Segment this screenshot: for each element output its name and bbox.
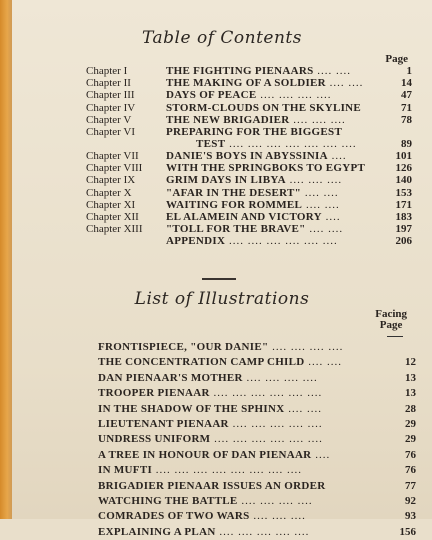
illustration-row xyxy=(98,463,416,478)
chapter-number: Chapter VIII xyxy=(86,162,143,175)
illustration-page: 12 xyxy=(405,356,416,369)
illustration-row xyxy=(98,432,416,447)
list-of-illustrations-heading: List of Illustrations xyxy=(134,289,310,309)
contents-list xyxy=(86,65,412,247)
contents-row xyxy=(86,150,412,162)
illustration-title: A TREE IN HONOUR OF DAN PIENAAR .... xyxy=(98,448,331,461)
illustration-row xyxy=(98,340,416,355)
contents-row xyxy=(86,199,412,211)
illustration-title: WATCHING THE BATTLE .... .... .... .... xyxy=(98,494,313,507)
chapter-page: 197 xyxy=(395,223,412,236)
chapter-number: Chapter V xyxy=(86,113,132,126)
chapter-number: Chapter III xyxy=(86,89,135,102)
illustration-row xyxy=(98,417,416,432)
illustration-title: DAN PIENAAR'S MOTHER .... .... .... .... xyxy=(98,371,318,384)
chapter-page: 101 xyxy=(395,149,412,162)
chapter-page: 78 xyxy=(401,113,412,126)
illustration-page: 156 xyxy=(399,525,416,538)
illustration-page: 13 xyxy=(405,387,416,400)
chapter-number: Chapter VI xyxy=(86,125,135,138)
chapter-title: APPENDIX .... .... .... .... .... .... xyxy=(166,235,338,248)
contents-row xyxy=(86,126,412,150)
chapter-page: 47 xyxy=(401,89,412,102)
chapter-title: WAITING FOR ROMMEL .... .... xyxy=(166,198,340,211)
contents-row xyxy=(86,89,412,101)
facing-rule xyxy=(387,336,403,337)
facing-page-column-label: Facing Page xyxy=(375,308,407,331)
illustration-row xyxy=(98,371,416,386)
chapter-page: 171 xyxy=(395,198,412,211)
table-of-contents-heading: Table of Contents xyxy=(142,28,302,48)
chapter-title: PREPARING FOR THE BIGGEST TEST .... .... .... .... .... .... .... xyxy=(166,125,357,151)
book-page xyxy=(12,0,432,538)
illustration-title: COMRADES OF TWO WARS .... .... .... xyxy=(98,510,306,523)
illustration-row xyxy=(98,448,416,463)
contents-row xyxy=(86,114,412,126)
illustration-title: IN MUFTI .... .... .... .... .... .... .... .... xyxy=(98,464,303,477)
chapter-page: 140 xyxy=(395,174,412,187)
chapter-number: Chapter I xyxy=(86,65,128,77)
chapter-number: Chapter IV xyxy=(86,101,136,114)
chapter-title: EL ALAMEIN AND VICTORY .... xyxy=(166,210,341,223)
chapter-title: THE NEW BRIGADIER .... .... .... xyxy=(166,113,346,126)
contents-row xyxy=(86,223,412,235)
chapter-page: 1 xyxy=(406,65,412,77)
contents-row xyxy=(86,65,412,77)
chapter-number: Chapter II xyxy=(86,77,131,90)
chapter-title: "TOLL FOR THE BRAVE" .... .... xyxy=(166,223,344,236)
illustration-title: EXPLAINING A PLAN .... .... .... .... .... xyxy=(98,525,310,538)
page-column-label: Page xyxy=(385,53,408,65)
contents-row xyxy=(86,235,412,247)
book-spine-edge xyxy=(0,0,12,519)
illustration-page: 76 xyxy=(405,448,416,461)
chapter-page: 153 xyxy=(395,186,412,199)
chapter-number: Chapter VII xyxy=(86,149,139,162)
illustration-row xyxy=(98,525,416,540)
chapter-number: Chapter X xyxy=(86,186,132,199)
chapter-title: DAYS OF PEACE .... .... .... .... xyxy=(166,89,332,102)
illustration-row xyxy=(98,355,416,370)
contents-row xyxy=(86,77,412,89)
contents-row xyxy=(86,174,412,186)
chapter-title: STORM-CLOUDS ON THE SKYLINE xyxy=(166,101,362,114)
chapter-page: 71 xyxy=(401,101,412,114)
illustration-title: LIEUTENANT PIENAAR .... .... .... .... .... xyxy=(98,417,323,430)
chapter-page: 89 xyxy=(401,137,412,150)
illustration-page: 13 xyxy=(405,371,416,384)
illustration-title: IN THE SHADOW OF THE SPHINX .... .... xyxy=(98,402,322,415)
illustration-title: TROOPER PIENAAR .... .... .... .... .... .... xyxy=(98,387,323,400)
contents-row xyxy=(86,187,412,199)
chapter-number: Chapter XI xyxy=(86,198,136,211)
contents-row xyxy=(86,162,412,174)
illustration-title: UNDRESS UNIFORM .... .... .... .... .... .... xyxy=(98,433,323,446)
chapter-title: THE MAKING OF A SOLDIER .... .... xyxy=(166,77,364,90)
illustration-page: 28 xyxy=(405,402,416,415)
chapter-number: Chapter IX xyxy=(86,174,136,187)
chapter-page: 126 xyxy=(395,162,412,175)
illustration-title: BRIGADIER PIENAAR ISSUES AN ORDER xyxy=(98,479,326,492)
illustration-title: THE CONCENTRATION CAMP CHILD .... .... xyxy=(98,356,343,369)
chapter-number: Chapter XII xyxy=(86,210,139,223)
illustrations-list xyxy=(98,340,416,540)
illustration-row xyxy=(98,386,416,401)
illustration-page: 29 xyxy=(405,417,416,430)
contents-row xyxy=(86,211,412,223)
illustration-page: 76 xyxy=(405,464,416,477)
illustration-row xyxy=(98,402,416,417)
illustration-page: 29 xyxy=(405,433,416,446)
illustration-row xyxy=(98,494,416,509)
chapter-page: 183 xyxy=(395,210,412,223)
chapter-title: WITH THE SPRINGBOKS TO EGYPT xyxy=(166,162,366,175)
section-divider xyxy=(202,278,236,280)
illustration-page: 93 xyxy=(405,510,416,523)
illustration-row xyxy=(98,479,416,494)
illustration-title: FRONTISPIECE, "OUR DANIE" .... .... .... .... xyxy=(98,341,344,353)
illustration-row xyxy=(98,509,416,524)
chapter-number: Chapter XIII xyxy=(86,223,143,236)
chapter-title: GRIM DAYS IN LIBYA .... .... .... xyxy=(166,174,343,187)
chapter-title: DANIE'S BOYS IN ABYSSINIA .... xyxy=(166,149,347,162)
illustration-page: 77 xyxy=(405,479,416,492)
contents-row xyxy=(86,102,412,114)
chapter-title: "AFAR IN THE DESERT" .... .... xyxy=(166,186,339,199)
chapter-title: THE FIGHTING PIENAARS .... .... xyxy=(166,65,351,77)
chapter-page: 206 xyxy=(395,235,412,248)
chapter-page: 14 xyxy=(401,77,412,90)
illustration-page: 92 xyxy=(405,494,416,507)
